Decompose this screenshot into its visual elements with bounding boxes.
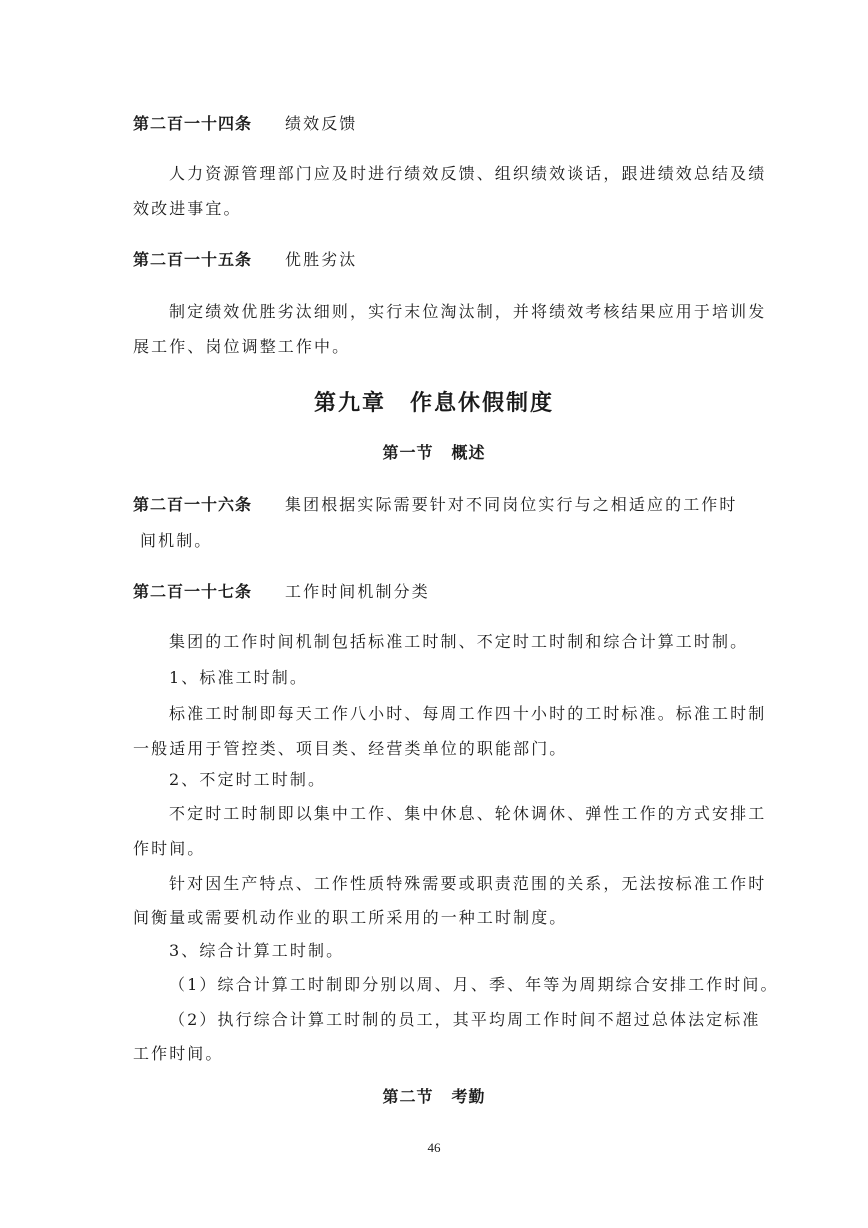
- paragraph-line: 间衡量或需要机动作业的职工所采用的一种工时制度。: [133, 908, 568, 927]
- paragraph-line: 不定时工时制即以集中工作、集中休息、轮休调休、弹性工作的方式安排工: [169, 804, 767, 823]
- paragraph-line: 集团的工作时间机制包括标准工时制、不定时工时制和综合计算工时制。: [169, 632, 749, 651]
- section-heading: [0, 445, 868, 461]
- paragraph-line: 针对因生产特点、工作性质特殊需要或职责范围的关系，无法按标准工作时: [169, 874, 767, 893]
- article-216-heading: [133, 497, 738, 513]
- paragraph-line: 展工作、岗位调整工作中。: [133, 337, 351, 356]
- article-number: 第二百一十七条: [133, 582, 253, 601]
- section-number: 第二节: [382, 1087, 434, 1106]
- section-title: 考勤: [451, 1087, 486, 1106]
- paragraph-line: 工作时间。: [133, 1044, 224, 1063]
- paragraph-line: 标准工时制即每天工作八小时、每周工作四十小时的工时标准。标准工时制: [169, 704, 767, 723]
- section-heading: [0, 1089, 868, 1105]
- page-number: 46: [427, 1140, 441, 1155]
- paragraph-line: （2）执行综合计算工时制的员工，其平均周工作时间不超过总体法定标准: [169, 1010, 761, 1029]
- paragraph-line: 3、综合计算工时制。: [169, 941, 345, 960]
- chapter-number: 第九章: [313, 391, 386, 416]
- article-number: 第二百一十六条: [133, 495, 253, 514]
- paragraph-line: 人力资源管理部门应及时进行绩效反馈、组织绩效谈话，跟进绩效总结及绩: [169, 164, 767, 183]
- paragraph-line: （1）综合计算工时制即分别以周、月、季、年等为周期综合安排工作时间。: [169, 975, 779, 994]
- article-number: 第二百一十五条: [133, 250, 253, 269]
- paragraph-line: 制定绩效优胜劣汰细则，实行末位淘汰制，并将绩效考核结果应用于培训发: [169, 302, 767, 321]
- paragraph-line: 间机制。: [140, 531, 213, 550]
- paragraph-line: 2、不定时工时制。: [169, 770, 327, 789]
- article-heading: 工作时间机制分类: [285, 582, 430, 601]
- article-heading: 优胜劣汰: [285, 250, 358, 269]
- article-heading: 绩效反馈: [285, 114, 358, 133]
- paragraph-line: 一般适用于管控类、项目类、经营类单位的职能部门。: [133, 739, 568, 758]
- article-number: 第二百一十四条: [133, 114, 253, 133]
- article-217-heading: [133, 584, 430, 600]
- chapter-title: 作息休假制度: [410, 391, 555, 416]
- article-215-heading: [133, 252, 357, 268]
- paragraph-line: 1、标准工时制。: [169, 668, 308, 687]
- chapter-heading: [0, 393, 868, 415]
- article-text: 集团根据实际需要针对不同岗位实行与之相适应的工作时: [285, 495, 738, 514]
- paragraph-line: 效改进事宜。: [133, 199, 242, 218]
- article-214-heading: [133, 116, 357, 132]
- section-title: 概述: [451, 443, 486, 462]
- section-number: 第一节: [382, 443, 434, 462]
- paragraph-line: 作时间。: [133, 839, 206, 858]
